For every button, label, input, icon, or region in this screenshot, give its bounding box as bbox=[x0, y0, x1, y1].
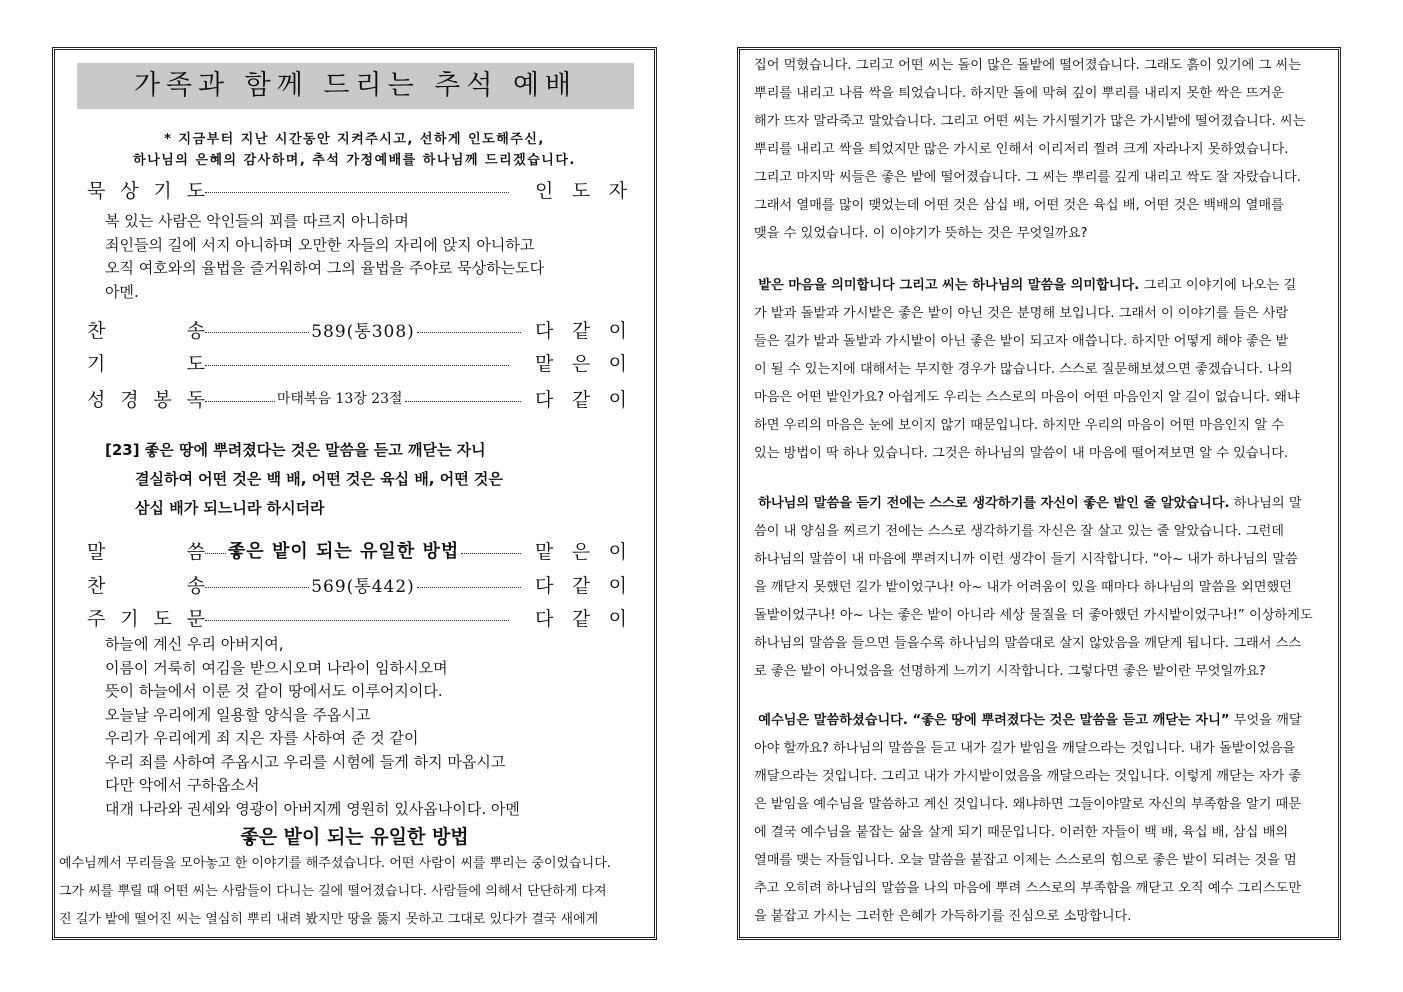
order-leader bbox=[535, 604, 627, 631]
sermon-line: 아야 할까요? 하나님의 말씀을 듣고 내가 길가 밭임을 깨달으라는 것입니다. 내가 돌밭이었음을 bbox=[754, 741, 1296, 756]
line-rest: 무엇을 깨달 bbox=[1229, 713, 1302, 728]
order-content bbox=[205, 537, 521, 563]
sermon-line bbox=[754, 272, 1334, 300]
spaced-char: 다 bbox=[535, 607, 554, 630]
spaced-char: 이 bbox=[608, 574, 627, 597]
spaced-char: 기 bbox=[153, 179, 172, 202]
sermon-line: 을 깨닫지 못했던 길가 밭이었구나! 아~ 내가 어려움이 있을 때마다 하나님의 말씀을 외면했던 bbox=[754, 580, 1292, 595]
spaced-char: 도 bbox=[571, 179, 591, 202]
spaced-char: 경 bbox=[120, 388, 139, 411]
spaced-char: 찬 bbox=[87, 574, 106, 597]
spaced-char: 이 bbox=[608, 388, 627, 411]
spaced-char: 기 bbox=[87, 352, 106, 375]
order-content bbox=[205, 317, 521, 342]
worship-title: 가족과 함께 드리는 추석 예배 bbox=[77, 63, 634, 109]
verse-line: 삼십 배가 되느니라 하시더라 bbox=[135, 499, 325, 517]
spaced-char: 말 bbox=[87, 540, 106, 563]
order-sermon bbox=[87, 535, 627, 565]
spaced-char: 다 bbox=[535, 388, 554, 411]
spaced-char: 주 bbox=[87, 607, 106, 630]
sermon-paragraph-4 bbox=[754, 707, 1334, 931]
order-label bbox=[87, 604, 205, 631]
psalm-line: 아멘. bbox=[105, 282, 139, 301]
spaced-char: 이 bbox=[608, 540, 627, 563]
spaced-char: 같 bbox=[571, 607, 591, 630]
order-hymn-1 bbox=[87, 314, 627, 344]
spaced-char: 성 bbox=[87, 388, 106, 411]
spaced-char: 맡 bbox=[535, 352, 554, 375]
spaced-char: 송 bbox=[186, 319, 205, 342]
emphasis-text: 하나님의 말씀을 듣기 전에는 스스로 생각하기를 자신이 좋은 밭인 줄 알았습니다. bbox=[758, 496, 1230, 511]
sermon-line: 맺을 수 있었습니다. 이 이야기가 뜻하는 것은 무엇일까요? bbox=[754, 226, 1088, 241]
sermon-paragraph-2 bbox=[754, 272, 1334, 468]
spaced-char: 맡 bbox=[535, 540, 554, 563]
sermon-title-inline: 좋은 밭이 되는 유일한 방법 bbox=[227, 541, 460, 562]
emphasis-text: 예수님은 말씀하셨습니다. “좋은 땅에 뿌려졌다는 것은 말씀을 듣고 깨닫는 자니” bbox=[758, 713, 1230, 728]
order-meditation bbox=[87, 174, 627, 204]
lords-prayer-text bbox=[105, 633, 520, 821]
spaced-char: 다 bbox=[535, 574, 554, 597]
scripture-reference: 마태복음 13장 23절 bbox=[276, 391, 403, 407]
spaced-char: 다 bbox=[535, 319, 554, 342]
spaced-char: 같 bbox=[571, 574, 591, 597]
sermon-line: 뿌리를 내리고 싹을 틔었지만 많은 가시로 인해서 이리저리 찔려 크게 자라나지 못하였습니다. bbox=[754, 142, 1289, 157]
sermon-line: 은 밭임을 예수님을 말씀하고 계신 것입니다. 왜냐하면 그들이야말로 자신의 부족함을 알기 때문 bbox=[754, 797, 1302, 812]
sermon-line: 있는 방법이 딱 하나 있습니다. 그것은 하나님의 말씀이 내 마음에 떨어져보면 알 수 있습니다. bbox=[754, 446, 1289, 461]
spaced-char: 독 bbox=[186, 388, 205, 411]
sermon-line: 그가 씨를 뿌릴 때 어떤 씨는 사람들이 다니는 길에 떨어졌습니다. 사람들에 의해서 단단하게 다져 bbox=[59, 884, 607, 899]
psalm-line: 복 있는 사람은 악인들의 꾀를 따르지 아니하며 bbox=[105, 212, 409, 230]
order-leader bbox=[535, 176, 627, 203]
order-leader bbox=[535, 316, 627, 343]
order-leader bbox=[535, 385, 627, 412]
leader-dots bbox=[205, 620, 509, 621]
spaced-char: 이 bbox=[608, 319, 627, 342]
sermon-line: 예수님께서 무리들을 모아놓고 한 이야기를 해주셨습니다. 어떤 사람이 씨를 뿌리는 중이었습니다. bbox=[59, 856, 611, 871]
leader-dots bbox=[205, 365, 509, 366]
intro-line-1: * 지금부터 지난 시간동안 지켜주시고, 선하게 인도해주신, bbox=[164, 132, 545, 147]
spaced-char: 송 bbox=[186, 574, 205, 597]
order-leader bbox=[535, 349, 627, 376]
right-page bbox=[737, 47, 1341, 940]
sermon-line: 돌밭이었구나! 아~ 나는 좋은 밭이 아니라 세상 물질을 더 좋아했던 가시밭이었구나!” 이상하게도 bbox=[754, 608, 1313, 623]
sermon-line: 마음은 어떤 밭인가요? 아쉽게도 우리는 스스로의 마음이 어떤 마음인지 알 길이 없습니다. 왜냐 bbox=[754, 390, 1300, 405]
spaced-char: 은 bbox=[571, 352, 591, 375]
spaced-char: 인 bbox=[535, 179, 554, 202]
spaced-char: 씀 bbox=[186, 540, 205, 563]
order-content bbox=[205, 388, 521, 408]
scripture-verse bbox=[105, 436, 503, 523]
spaced-char: 봉 bbox=[153, 388, 172, 411]
sermon-line: 씀이 내 양심을 찌르기 전에는 스스로 생각하기를 자신은 잘 살고 있는 줄 알았습니다. 그런데 bbox=[754, 524, 1285, 539]
sermon-line bbox=[754, 707, 1334, 735]
spaced-char: 같 bbox=[571, 319, 591, 342]
sermon-line: 에 결국 예수님을 붙잡는 삶을 살게 되기 때문입니다. 이러한 자들이 백 배, 육십 배, 삼십 배의 bbox=[754, 825, 1289, 840]
sermon-line: 그래서 열매를 많이 맺었는데 어떤 것은 삼십 배, 어떤 것은 육십 배, 어떤 것은 백배의 열매를 bbox=[754, 198, 1284, 213]
sermon-paragraph-1 bbox=[754, 52, 1334, 248]
order-lords-prayer bbox=[87, 602, 627, 632]
verse-line: [23] 좋은 땅에 뿌려졌다는 것은 말씀을 듣고 깨닫는 자니 bbox=[105, 441, 486, 459]
prayer-line: 우리가 우리에게 죄 지은 자를 사하여 준 것 같이 bbox=[105, 729, 419, 747]
sermon-line: 하나님의 말씀을 들으면 들을수록 하나님의 말씀대로 살지 않았음을 깨닫게 됩니다. 그래서 스스 bbox=[754, 636, 1302, 651]
order-leader bbox=[535, 571, 627, 598]
spaced-char: 상 bbox=[120, 179, 139, 202]
verse-line: 결실하여 어떤 것은 백 배, 어떤 것은 육십 배, 어떤 것은 bbox=[135, 470, 503, 488]
emphasis-text: 밭은 마음을 의미합니다 그리고 씨는 하나님의 말씀을 의미합니다. bbox=[758, 278, 1140, 293]
prayer-line: 대개 나라와 권세와 영광이 아버지께 영원히 있사옵나이다. 아멘 bbox=[105, 799, 520, 818]
spaced-char: 같 bbox=[571, 388, 591, 411]
psalm-line: 오직 여호와의 율법을 즐거워하여 그의 율법을 주야로 묵상하는도다 bbox=[105, 259, 545, 277]
sermon-line: 을 붙잡고 가시는 그러한 은혜가 가득하기를 진심으로 소망합니다. bbox=[754, 909, 1132, 924]
sermon-line: 추고 오히려 하나님의 말씀을 나의 마음에 뿌려 스스로의 부족함을 깨닫고 오직 예수 그리스도만 bbox=[754, 881, 1302, 896]
order-label bbox=[87, 571, 205, 598]
spaced-char: 도 bbox=[186, 352, 205, 375]
sermon-line: 열매를 맺는 자들입니다. 오늘 말씀을 붙잡고 이제는 스스로의 힘으로 좋은 밭이 되려는 것을 멈 bbox=[754, 853, 1297, 868]
prayer-line: 이름이 거룩히 여김을 받으시오며 나라이 임하시오며 bbox=[105, 658, 448, 677]
line-rest: 하나님의 말 bbox=[1229, 496, 1302, 511]
spaced-char: 묵 bbox=[87, 179, 106, 202]
spaced-char: 도 bbox=[153, 607, 172, 630]
sermon-line: 이 될 수 있는지에 대해서는 무지한 경우가 많습니다. 스스로 질문해보셨으면 좋겠습니다. 나의 bbox=[754, 362, 1293, 377]
psalm-line: 죄인들의 길에 서지 아니하며 오만한 자들의 자리에 앉지 아니하고 bbox=[105, 235, 535, 254]
line-rest: 그리고 이야기에 나오는 길 bbox=[1139, 278, 1297, 293]
intro-line-2: 하나님의 은혜의 감사하며, 추석 가정예배를 하나님께 드리겠습니다. bbox=[133, 153, 576, 168]
sermon-start bbox=[59, 850, 654, 934]
psalm-text bbox=[105, 210, 544, 304]
sermon-line bbox=[754, 490, 1334, 518]
order-label bbox=[87, 537, 205, 564]
order-label bbox=[87, 349, 205, 376]
prayer-line: 하늘에 계신 우리 아버지여, bbox=[105, 635, 284, 653]
left-page bbox=[52, 47, 657, 940]
sermon-line: 뿌리를 내리고 나름 싹을 틔었습니다. 하지만 돌에 막혀 깊이 뿌리를 내리지 못한 싹은 뜨거운 bbox=[754, 86, 1285, 101]
order-hymn-2 bbox=[87, 569, 627, 599]
sermon-line: 들은 길가 밭과 돌밭과 가시밭이 아닌 좋은 밭이 되고자 애씁니다. 하지만 어떻게 해야 좋은 밭 bbox=[754, 334, 1289, 349]
spaced-char: 기 bbox=[120, 607, 139, 630]
sermon-line: 집어 먹혔습니다. 그리고 어떤 씨는 돌이 많은 돌밭에 떨어졌습니다. 그래도 흙이 있기에 그 씨는 bbox=[754, 58, 1301, 73]
order-label bbox=[87, 385, 205, 412]
spaced-char: 도 bbox=[186, 179, 205, 202]
sermon-line: 해가 뜨자 말라죽고 말았습니다. 그리고 어떤 씨는 가시떨기가 많은 가시밭에 떨어졌습니다. 씨는 bbox=[754, 114, 1306, 129]
prayer-line: 뜻이 하늘에서 이룬 것 같이 땅에서도 이루어지이다. bbox=[105, 682, 443, 700]
sermon-line: 하면 우리의 마음은 눈에 보이지 않기 때문입니다. 하지만 우리의 마음이 어떤 마음인지 알 수 bbox=[754, 418, 1285, 433]
prayer-line: 오늘날 우리에게 일용할 양식을 주옵시고 bbox=[105, 705, 371, 724]
sermon-paragraph-3 bbox=[754, 490, 1334, 686]
order-leader bbox=[535, 537, 627, 564]
sermon-line: 그리고 마지막 씨들은 좋은 밭에 떨어졌습니다. 그 씨는 뿌리를 깊게 내리고 싹도 잘 자랐습니다. bbox=[754, 170, 1301, 185]
sermon-line: 하나님의 말씀이 내 마음에 뿌려지니까 이런 생각이 들기 시작합니다. “아~ 내가 하나님의 말씀 bbox=[754, 552, 1298, 567]
order-content bbox=[205, 572, 521, 597]
spaced-char: 이 bbox=[608, 607, 627, 630]
sermon-line: 깨달으라는 것입니다. 그리고 내가 가시밭이었음을 깨달으라는 것입니다. 이렇게 깨닫는 자가 좋 bbox=[754, 769, 1302, 784]
prayer-line: 다만 악에서 구하옵소서 bbox=[105, 776, 260, 794]
sermon-line: 로 좋은 밭이 아니었음을 선명하게 느끼기 시작합니다. 그렇다면 좋은 밭이란 무엇일까요? bbox=[754, 664, 1266, 679]
leader-dots bbox=[205, 192, 509, 193]
sermon-heading: 좋은 밭이 되는 유일한 방법 bbox=[240, 826, 469, 848]
spaced-char: 이 bbox=[608, 352, 627, 375]
spaced-char: 은 bbox=[571, 540, 591, 563]
prayer-line: 우리 죄를 사하여 주옵시고 우리를 시험에 들게 하지 마옵시고 bbox=[105, 752, 506, 771]
order-label bbox=[87, 176, 205, 203]
sermon-line: 가 밭과 돌밭과 가시밭은 좋은 밭이 아닌 것은 분명해 보입니다. 그래서 이 이야기를 들은 사람 bbox=[754, 306, 1289, 321]
spaced-char: 찬 bbox=[87, 319, 106, 342]
sermon-line: 진 길가 밭에 떨어진 씨는 열심히 뿌리 내려 봤지만 땅을 뚫지 못하고 그대로 있다가 결국 새에게 bbox=[59, 912, 599, 927]
spaced-char: 자 bbox=[608, 179, 627, 202]
spaced-char: 문 bbox=[186, 607, 205, 630]
hymn-number: 569(통442) bbox=[311, 576, 415, 597]
order-prayer bbox=[87, 347, 627, 377]
hymn-number: 589(통308) bbox=[311, 321, 415, 342]
order-reading bbox=[87, 383, 627, 413]
order-label bbox=[87, 316, 205, 343]
